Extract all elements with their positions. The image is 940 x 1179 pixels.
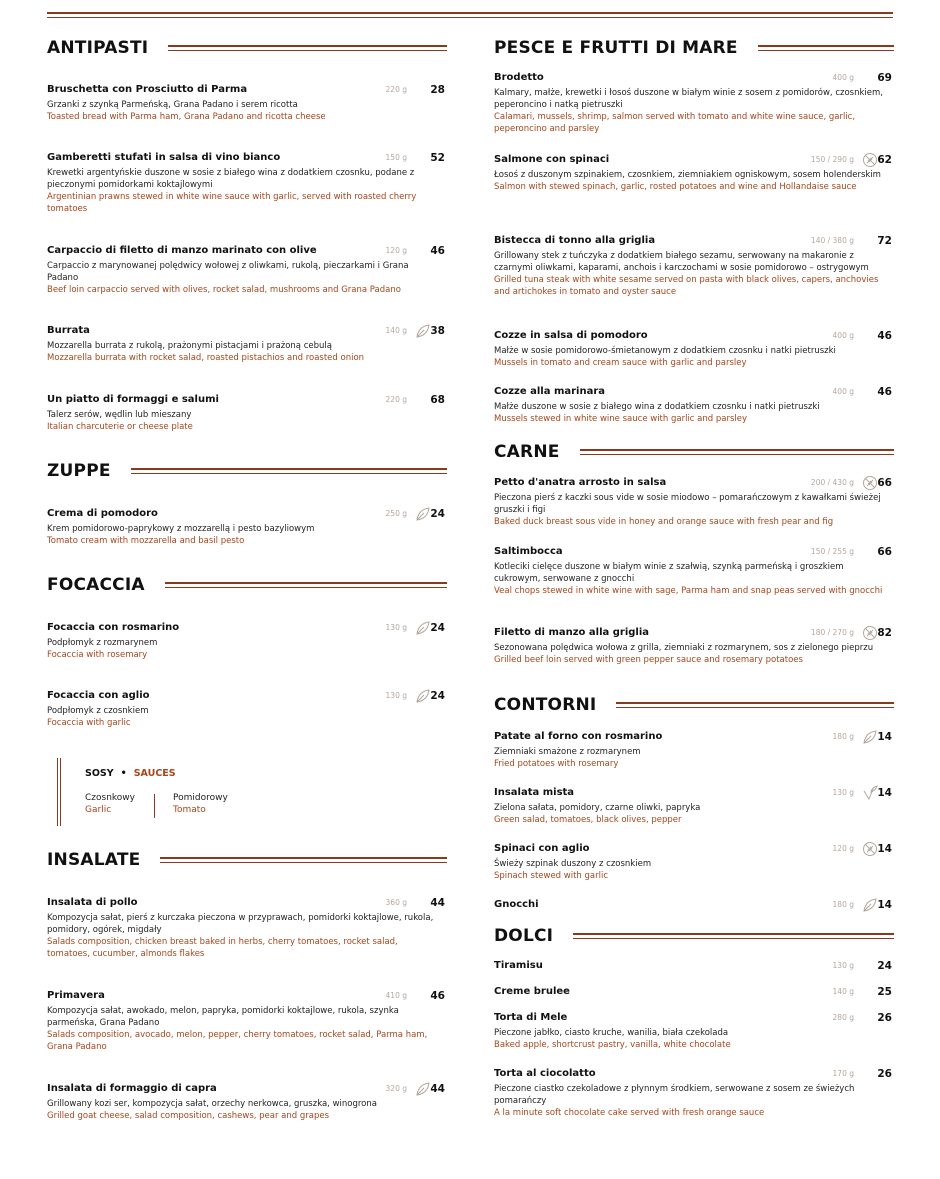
menu-item — [494, 546, 894, 597]
item-weight: 150 / 290 g — [810, 155, 854, 164]
gluten-free-icon — [862, 475, 878, 491]
item-price: 44 — [430, 1083, 445, 1095]
section-title: ZUPPE — [47, 461, 111, 481]
item-name: Tiramisu — [494, 960, 543, 971]
item-price: 46 — [877, 330, 892, 342]
item-price: 14 — [877, 899, 892, 911]
item-weight: 280 g — [832, 1013, 854, 1022]
item-description-pl: Krewetki argentyńskie duszone w sosie z białego wina z dodatkiem czosnku, podane z pieczonymi pomidorkami koktajlowymi — [47, 168, 415, 190]
item-description-en: Argentinian prawns stewed in white wine sauce with garlic, served with roasted cherry tomatoes — [47, 192, 417, 214]
item-weight: 130 g — [832, 961, 854, 970]
item-weight: 360 g — [385, 898, 407, 907]
item-name: Crema di pomodoro — [47, 508, 158, 519]
item-weight: 250 g — [385, 509, 407, 518]
section-title: FOCACCIA — [47, 575, 145, 595]
item-price: 38 — [430, 325, 445, 337]
item-name: Gnocchi — [494, 899, 539, 910]
item-description-pl: Grillowany stek z tuńczyka z dodatkiem białego sezamu, serwowany na makaronie z czarnymi oliwkami, kaparami, anchois i karczochami w sosie pomidorowo – ostrygowym — [494, 251, 869, 273]
item-description-en: Grilled tuna steak with white sesame served on pasta with black olives, capers, anchovies and artichokes in tomato and oyster sauce — [494, 275, 879, 297]
item-price: 24 — [877, 960, 892, 972]
sauces-title-pl: SOSY — [85, 768, 114, 779]
sauce-divider — [154, 794, 155, 818]
item-price: 82 — [877, 627, 892, 639]
menu-item — [47, 508, 447, 547]
item-description-en: Grilled goat cheese, salad composition, cashews, pear and grapes — [47, 1111, 330, 1121]
section-rule — [616, 702, 894, 708]
item-weight: 320 g — [385, 1084, 407, 1093]
item-name: Torta di Mele — [494, 1012, 568, 1023]
sauces-heading — [85, 768, 176, 779]
menu-item — [47, 622, 447, 661]
leaf-icon — [415, 506, 431, 522]
section-title: PESCE E FRUTTI DI MARE — [494, 38, 738, 58]
sauce-item — [85, 792, 135, 816]
item-description-pl: Ziemniaki smażone z rozmarynem — [494, 747, 641, 757]
gluten-free-icon — [862, 841, 878, 857]
item-price: 66 — [877, 477, 892, 489]
item-name: Brodetto — [494, 72, 544, 83]
item-description-pl: Pieczone ciastko czekoladowe z płynnym środkiem, serwowane z sosem ze świeżych pomarańczy — [494, 1084, 855, 1106]
item-weight: 180 g — [832, 732, 854, 741]
item-description-pl: Pieczona pierś z kaczki sous vide w sosie miodowo – pomarańczowym z kawałkami świeżej gruszki i figi — [494, 493, 881, 515]
section-zuppe — [47, 459, 447, 483]
item-price: 72 — [877, 235, 892, 247]
item-description-pl: Kotleciki cielęce duszone w białym winie z szałwią, szynką parmeńską i groszkiem cukrowym, serwowane z gnocchi — [494, 562, 844, 584]
item-description-en: Italian charcuterie or cheese plate — [47, 422, 193, 432]
sauce-name-pl: Czosnkowy — [85, 793, 135, 803]
leaf-icon — [415, 1081, 431, 1097]
item-price: 14 — [877, 731, 892, 743]
menu-item — [494, 330, 894, 369]
item-name: Filetto di manzo alla griglia — [494, 627, 650, 638]
item-description-en: Fried potatoes with rosemary — [494, 759, 619, 769]
item-description-en: Baked apple, shortcrust pastry, vanilla, white chocolate — [494, 1040, 731, 1050]
item-description-pl: Grzanki z szynką Parmeńską, Grana Padano i serem ricotta — [47, 100, 298, 110]
leaf-icon — [415, 620, 431, 636]
item-price: 24 — [430, 690, 445, 702]
item-description-en: Veal chops stewed in white wine with sage, Parma ham and snap peas served with gnocchi — [494, 586, 883, 596]
item-price: 62 — [877, 154, 892, 166]
item-weight: 180 / 270 g — [810, 628, 854, 637]
menu-item — [494, 899, 894, 913]
sauces-title-en: SAUCES — [133, 768, 176, 779]
menu-item — [47, 325, 447, 364]
item-weight: 120 g — [832, 844, 854, 853]
item-name: Petto d'anatra arrosto in salsa — [494, 477, 667, 488]
item-description-pl: Podpłomyk z rozmarynem — [47, 638, 158, 648]
item-description-pl: Grillowany kozi ser, kompozycja sałat, orzechy nerkowca, gruszka, winogrona — [47, 1099, 377, 1109]
item-description-en: Grilled beef loin served with green pepper sauce and rosemary potatoes — [494, 655, 803, 665]
item-name: Bruschetta con Prosciutto di Parma — [47, 84, 248, 95]
item-weight: 150 g — [385, 153, 407, 162]
item-name: Cozze in salsa di pomodoro — [494, 330, 648, 341]
menu-item — [494, 154, 894, 193]
menu-item — [494, 386, 894, 425]
menu-item — [47, 897, 447, 960]
item-description-pl: Pieczone jabłko, ciasto kruche, wanilia, biała czekolada — [494, 1028, 729, 1038]
menu-item — [494, 477, 894, 528]
item-description-pl: Kompozycja sałat, pierś z kurczaka pieczona w przyprawach, pomidorki koktajlowe, rukola, pomidory, ogórek, migdały — [47, 913, 434, 935]
item-price: 26 — [877, 1012, 892, 1024]
section-insalate — [47, 848, 447, 872]
menu-item — [494, 731, 894, 770]
sauces-accent-bar — [57, 758, 61, 826]
item-name: Cozze alla marinara — [494, 386, 606, 397]
item-price: 46 — [877, 386, 892, 398]
item-description-en: Mussels in tomato and cream sauce with garlic and parsley — [494, 358, 747, 368]
item-description-pl: Świeży szpinak duszony z czosnkiem — [494, 859, 652, 869]
menu-item — [494, 627, 894, 666]
item-description-en: Salads composition, avocado, melon, pepper, cherry tomatoes, rocket salad, Parma ham, Grana Padano — [47, 1030, 428, 1052]
item-weight: 140 g — [385, 326, 407, 335]
item-price: 24 — [430, 622, 445, 634]
vegan-icon — [862, 785, 878, 801]
section-focaccia — [47, 573, 447, 597]
menu-item — [494, 986, 894, 1000]
menu-item — [47, 1083, 447, 1122]
section-pesce — [494, 36, 894, 60]
item-weight: 400 g — [832, 331, 854, 340]
sauces-box — [57, 758, 277, 826]
item-name: Focaccia con rosmarino — [47, 622, 180, 633]
section-rule — [168, 45, 447, 51]
item-name: Creme brulee — [494, 986, 570, 997]
section-rule — [580, 449, 894, 455]
item-weight: 220 g — [385, 395, 407, 404]
section-title: INSALATE — [47, 850, 141, 870]
item-weight: 130 g — [832, 788, 854, 797]
item-name: Insalata di formaggio di capra — [47, 1083, 217, 1094]
section-rule — [758, 45, 894, 51]
menu-item — [494, 843, 894, 882]
sauce-name-en: Tomato — [173, 805, 206, 815]
item-name: Bistecca di tonno alla griglia — [494, 235, 656, 246]
item-description-pl: Krem pomidorowo-paprykowy z mozzarellą i pesto bazyliowym — [47, 524, 315, 534]
item-description-en: Toasted bread with Parma ham, Grana Padano and ricotta cheese — [47, 112, 326, 122]
sauce-name-en: Garlic — [85, 805, 112, 815]
item-name: Burrata — [47, 325, 90, 336]
menu-item — [494, 1012, 894, 1051]
menu-item — [47, 394, 447, 433]
item-price: 69 — [877, 72, 892, 84]
item-description-pl: Kompozycja sałat, awokado, melon, papryka, pomidorki koktajlowe, rukola, szynka parmeńska, Grana Padano — [47, 1006, 399, 1028]
sauce-name-pl: Pomidorowy — [173, 793, 228, 803]
item-description-en: A la minute soft chocolate cake served with fresh orange sauce — [494, 1108, 765, 1118]
menu-item — [494, 1068, 894, 1119]
section-rule — [131, 468, 447, 474]
item-weight: 120 g — [385, 246, 407, 255]
gluten-free-icon — [862, 152, 878, 168]
section-carne — [494, 440, 894, 464]
item-name: Torta al ciocolatto — [494, 1068, 596, 1079]
section-rule — [573, 933, 894, 939]
top-rule — [47, 12, 893, 18]
item-description-en: Green salad, tomatoes, black olives, pepper — [494, 815, 682, 825]
item-price: 28 — [430, 84, 445, 96]
menu-item — [47, 990, 447, 1053]
item-description-en: Calamari, mussels, shrimp, salmon served with tomato and white wine sauce, garlic, peperoncino and parsley — [494, 112, 856, 134]
item-description-pl: Talerz serów, wędlin lub mieszany — [47, 410, 192, 420]
menu-item — [494, 960, 894, 974]
section-contorni — [494, 693, 894, 717]
sauces-separator: • — [120, 768, 127, 779]
item-name: Primavera — [47, 990, 105, 1001]
item-name: Spinaci con aglio — [494, 843, 590, 854]
item-description-en: Beef loin carpaccio served with olives, rocket salad, mushrooms and Grana Padano — [47, 285, 401, 295]
item-price: 14 — [877, 843, 892, 855]
item-price: 46 — [430, 990, 445, 1002]
item-description-pl: Kalmary, małże, krewetki i łosoś duszone w białym winie z sosem z pomidorów, czosnkiem, peperoncino i natką pietruszki — [494, 88, 883, 110]
item-weight: 130 g — [385, 691, 407, 700]
section-title: DOLCI — [494, 926, 554, 946]
section-dolci — [494, 924, 894, 948]
item-description-en: Mussels stewed in white wine sauce with garlic and parsley — [494, 414, 748, 424]
item-description-pl: Carpaccio z marynowanej polędwicy wołowej z oliwkami, rukolą, pieczarkami i Grana Padano — [47, 261, 409, 283]
item-weight: 130 g — [385, 623, 407, 632]
menu-item — [494, 72, 894, 135]
item-name: Insalata mista — [494, 787, 575, 798]
leaf-icon — [415, 688, 431, 704]
item-price: 44 — [430, 897, 445, 909]
leaf-icon — [862, 897, 878, 913]
item-description-pl: Małże duszone w sosie z białego wina z dodatkiem czosnku i natki pietruszki — [494, 402, 820, 412]
item-weight: 140 / 380 g — [810, 236, 854, 245]
item-description-pl: Sezonowana polędwica wołowa z grilla, ziemniaki z rozmarynem, sos z zielonego pieprzu — [494, 643, 874, 653]
item-description-en: Salads composition, chicken breast baked in herbs, cherry tomatoes, rocket salad, tomatoes, cucumber, almonds flakes — [47, 937, 398, 959]
menu-item — [47, 84, 447, 123]
leaf-icon — [415, 323, 431, 339]
item-name: Focaccia con aglio — [47, 690, 150, 701]
item-weight: 410 g — [385, 991, 407, 1000]
item-description-en: Baked duck breast sous vide in honey and orange sauce with fresh pear and fig — [494, 517, 834, 527]
item-weight: 180 g — [832, 900, 854, 909]
item-weight: 150 / 255 g — [810, 547, 854, 556]
item-price: 25 — [877, 986, 892, 998]
section-title: CONTORNI — [494, 695, 597, 715]
item-weight: 170 g — [832, 1069, 854, 1078]
gluten-free-icon — [862, 625, 878, 641]
section-rule — [165, 582, 447, 588]
item-description-pl: Łosoś z duszonym szpinakiem, czosnkiem, ziemniakiem ogniskowym, sosem holenderskim — [494, 170, 881, 180]
item-weight: 220 g — [385, 85, 407, 94]
menu-item — [47, 152, 447, 215]
item-name: Carpaccio di filetto di manzo marinato con olive — [47, 245, 317, 256]
section-title: ANTIPASTI — [47, 38, 149, 58]
item-weight: 200 / 430 g — [810, 478, 854, 487]
section-title: CARNE — [494, 442, 560, 462]
item-price: 26 — [877, 1068, 892, 1080]
item-description-pl: Małże w sosie pomidorowo-śmietanowym z dodatkiem czosnku i natki pietruszki — [494, 346, 836, 356]
item-price: 52 — [430, 152, 445, 164]
leaf-icon — [862, 729, 878, 745]
item-price: 68 — [430, 394, 445, 406]
menu-item — [494, 235, 894, 298]
item-name: Un piatto di formaggi e salumi — [47, 394, 219, 405]
item-description-en: Focaccia with rosemary — [47, 650, 148, 660]
section-antipasti — [47, 36, 447, 60]
item-name: Patate al forno con rosmarino — [494, 731, 663, 742]
item-description-pl: Zielona sałata, pomidory, czarne oliwki, papryka — [494, 803, 701, 813]
item-price: 14 — [877, 787, 892, 799]
item-price: 24 — [430, 508, 445, 520]
item-description-en: Salmon with stewed spinach, garlic, rosted potatoes and wine and Hollandaise sauce — [494, 182, 857, 192]
item-description-pl: Mozzarella burrata z rukolą, prażonymi pistacjami i prażoną cebulą — [47, 341, 332, 351]
item-description-en: Spinach stewed with garlic — [494, 871, 609, 881]
sauce-item — [173, 792, 228, 816]
item-name: Gamberetti stufati in salsa di vino bianco — [47, 152, 281, 163]
item-weight: 400 g — [832, 387, 854, 396]
item-name: Salmone con spinaci — [494, 154, 610, 165]
menu-item — [494, 787, 894, 826]
item-description-en: Mozzarella burrata with rocket salad, roasted pistachios and roasted onion — [47, 353, 365, 363]
item-name: Saltimbocca — [494, 546, 563, 557]
item-description-en: Tomato cream with mozzarella and basil pesto — [47, 536, 245, 546]
item-price: 46 — [430, 245, 445, 257]
menu-item — [47, 690, 447, 729]
item-description-en: Focaccia with garlic — [47, 718, 131, 728]
item-name: Insalata di pollo — [47, 897, 138, 908]
item-description-pl: Podpłomyk z czosnkiem — [47, 706, 149, 716]
section-rule — [160, 857, 447, 863]
item-price: 66 — [877, 546, 892, 558]
item-weight: 140 g — [832, 987, 854, 996]
item-weight: 400 g — [832, 73, 854, 82]
menu-item — [47, 245, 447, 296]
